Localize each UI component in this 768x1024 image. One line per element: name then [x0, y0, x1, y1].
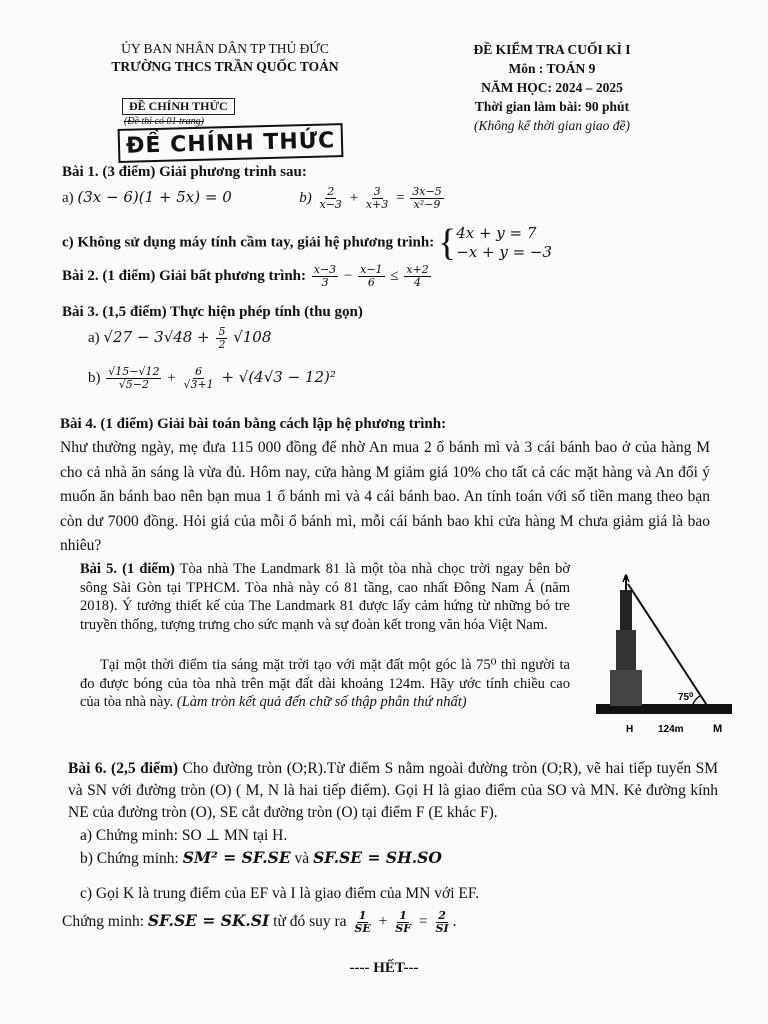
bai1-c-system: { 4x + y = 7 −x + y = −3	[437, 222, 553, 264]
bai6-b-and: và	[290, 850, 314, 867]
bai6-c2-prefix: Chứng minh:	[62, 913, 148, 931]
bai1-c-text: c) Không sử dụng máy tính cầm tay, giải hệ phương trình:	[62, 234, 435, 251]
bai2: Bài 2. (1 điểm) Giải bất phương trình: $\frac{x-3}{3}$ − $\frac{x-1}{6}$ ≤ $\frac{x+2}{4}$	[62, 263, 429, 289]
bai6-b	[80, 848, 442, 869]
point-a-label: A	[622, 573, 630, 585]
exam-title: ĐỀ KIỂM TRA CUỐI KÌ I	[473, 42, 631, 57]
bai3-b-expr: + √(4√3 − 12)²	[221, 367, 336, 386]
bai1-title: Bài 1. (3 điểm) Giải phương trình sau:	[62, 164, 307, 180]
bai3-a-expr2: √108	[233, 327, 272, 346]
landmark-figure	[592, 570, 762, 740]
bai6-b-math1: SM² = SF.SE	[182, 848, 291, 867]
bai3-title: Bài 3. (1,5 điểm) Thực hiện phép tính (thu gọn)	[62, 304, 363, 320]
shadow-length-label: 124m	[658, 724, 684, 735]
bai3-a	[88, 326, 271, 351]
official-stamp: ĐỀ CHÍNH THỨC	[118, 123, 344, 163]
bai6-title: Bài 6. (2,5 điểm)	[68, 760, 178, 777]
bai6-b-prefix: b) Chứng minh:	[80, 850, 183, 867]
bai3-b-frac1: $\frac{√15-√12}{√5-2}$	[108, 365, 160, 391]
bai6-c2-math: SF.SE = SK.SI	[147, 911, 270, 931]
bai2-title: Bài 2. (1 điểm) Giải bất phương trình:	[62, 267, 306, 284]
page-count-note: (Đề thi có 01 trang)	[124, 116, 204, 127]
bai5-p1	[80, 560, 570, 634]
school-header	[60, 40, 390, 76]
bai3-b-frac2: $\frac{6}{√3+1}$	[183, 365, 214, 391]
bai3-a-expr1: √27 − 3√48 +	[103, 327, 215, 346]
bai3-a-label: a)	[88, 329, 100, 346]
bai1-a-expr: (3x − 6)(1 + 5x) = 0	[77, 187, 232, 206]
bai1-c	[62, 224, 552, 262]
bai5-title: Bài 5. (1 điểm)	[80, 561, 175, 577]
bai2-frac3: $\frac{x+2}{4}$	[406, 263, 429, 289]
school-year: NĂM HỌC: 2024 – 2025	[481, 80, 623, 95]
bai1-c-eq1: 4x + y = 7	[456, 224, 537, 242]
bai1-c-eq2: −x + y = −3	[456, 243, 553, 261]
bai1-b-frac2: $\frac{3}{x+3}$	[365, 185, 389, 211]
bai1-b-frac3: $\frac{3x-5}{\text{x²−9}}$	[412, 185, 442, 211]
bai4-body: Như thường ngày, mẹ đưa 115 000 đồng để nhờ An mua 2 ổ bánh mì và 3 cái bánh bao ở của hàng M cho cả nhà ăn sáng là vừa đủ. Hôm nay, cửa hàng M giảm giá 10% cho tất cả các mặt hàng và An đổi ý muốn ăn bánh bao nên bạn mua 1 ổ bánh mì và 4 cái bánh bao. An tính toán với số tiền mang theo bạn còn dư 7000 đồng. Hỏi giá của mỗi ổ bánh mì, mỗi cái bánh bao khi cửa hàng M chưa giảm giá là bao nhiêu?	[60, 439, 710, 554]
exam-subject: Môn : TOÁN 9	[508, 61, 596, 76]
bai5-rounding-note: (Làm tròn kết quả đến chữ số thập phân thứ nhất)	[176, 694, 467, 710]
bai3-a-frac: $\frac{5}{2}$	[218, 325, 226, 351]
bai6-a: a) Chứng minh: SO ⊥ MN tại H.	[80, 827, 288, 844]
duration-note: (Không kể thời gian giao đề)	[473, 118, 631, 133]
point-h-label: H	[626, 724, 634, 735]
angle-label: 75⁰	[678, 692, 694, 703]
exam-duration: Thời gian làm bài: 90 phút	[474, 99, 630, 114]
bai1-ab: a) (3x − 6)(1 + 5x) = 0 b) $\frac{2}{x-3}$ + $\frac{3}{x+3}$ = $\frac{3x-5}{\text{x²−9}}$	[62, 185, 442, 211]
point-m-label: M	[713, 723, 723, 735]
bai6-body-block	[68, 758, 718, 824]
bai6-c: c) Gọi K là trung điểm của EF và I là giao điểm của MN với EF.	[80, 885, 480, 902]
bai3-b-label: b)	[88, 369, 101, 386]
bai1-b-label: b)	[299, 189, 312, 206]
bai6-c2-frac2: $\frac{1}{SF}$	[395, 909, 412, 935]
bai1-b-frac1: $\frac{2}{x-3}$	[319, 185, 342, 211]
bai2-frac1: $\frac{x-3}{3}$	[313, 263, 337, 289]
bai4-title: Bài 4. (1 điểm) Giải bài toán bằng cách lập hệ phương trình:	[60, 416, 447, 432]
tower-podium	[610, 670, 642, 706]
bai6-c2-mid: từ đó suy ra	[269, 913, 351, 931]
bai6-c2-frac1: $\frac{1}{SE}$	[354, 909, 371, 935]
end-marker: ---- HẾT---	[349, 960, 419, 976]
bai6-c2: Chứng minh: SF.SE = SK.SI từ đó suy ra $\frac{1}{SE}$ + $\frac{1}{SF}$ = $\frac{2}{SI}$ .	[62, 909, 457, 935]
bai5-p2	[80, 656, 570, 712]
bai1-a-label: a)	[62, 189, 74, 206]
bai5-intro: Tòa nhà The Landmark 81 là một tòa nhà chọc trời ngay bên bờ sông Sài Gòn tại TPHCM. Tòa nhà này có 81 tầng, cao nhất Đông Nam Á (năm 2018). Ý tưởng thiết kế của The Landmark 81 được lấy cảm hứng từ những bó tre truyền thống, tượng trưng cho sức mạnh và sự đoàn kết trong văn hóa Việt Nam.	[80, 561, 571, 633]
official-label: ĐỀ CHÍNH THỨC	[122, 98, 235, 115]
bai6-c2-frac3: $\frac{2}{SI}$	[435, 909, 449, 935]
school-name: TRƯỜNG THCS TRẦN QUỐC TOẢN	[111, 59, 339, 74]
bai6-b-math2: SF.SE = SH.SO	[313, 848, 442, 867]
bai2-frac2: $\frac{x-1}{6}$	[360, 263, 383, 289]
exam-header	[432, 40, 672, 135]
district-name: ỦY BAN NHÂN DÂN TP THỦ ĐỨC	[121, 41, 329, 56]
bai5-question: Tại một thời điểm tia sáng mặt trời tạo với mặt đất một góc là 75⁰ thì người ta đo được bóng của tòa nhà trên mặt đất dài khoảng 124m. Hãy ước tính chiều cao của tòa nhà này.	[80, 657, 570, 710]
bai3-b: b) $\frac{√15-√12}{√5-2}$ + $\frac{6}{√3+1}$ + √(4√3 − 12)²	[88, 365, 336, 391]
bai6-body: Cho đường tròn (O;R).Từ điểm S nằm ngoài đường tròn (O;R), vẽ hai tiếp tuyến SM và SN với đường tròn (O) ( M, N là hai tiếp điểm). Gọi H là giao điểm của SO và MN. Kẻ đường kính NE của đường tròn (O), SE cắt đường tròn (O) tại điểm F (E khác F).	[68, 760, 719, 821]
